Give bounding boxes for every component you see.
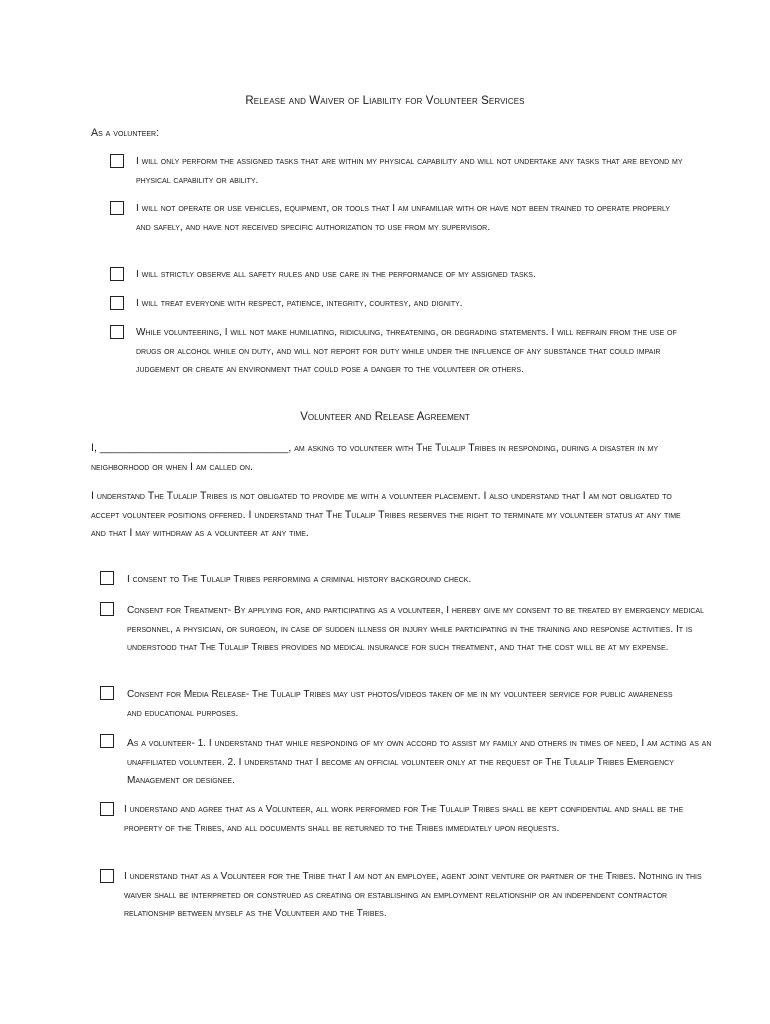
item-not-employee: I understand that as a Volunteer for the Tribe that I am not an employee, agent joint venture or partner of the Tribes. Nothing in this waiver shall be interpreted or construed as creating or establishing an employment relationship or an independent contractor relationship between myself as the Volunteer and the Tribes. (124, 871, 702, 919)
intro-text: As a volunteer: (91, 127, 160, 139)
checkbox-safety-rules[interactable] (110, 267, 124, 281)
item-consent-treatment: Consent for Treatment- By applying for, and participating as a volunteer, I hereby give my consent to be treated by emergency medical personnel, a physician, or surgeon, in case of sudden illness or injury while participating in the training and response activities. It is understood that The Tulalip Tribes provides no medical insurance for such treatment, and that the cost will be at my expense. (127, 605, 704, 653)
checkbox-equipment-use[interactable] (110, 201, 124, 215)
item-volunteer-status: As a volunteer- 1. I understand that while responding of my own accord to assist my family and others in times of need, I am acting as an unaffiliated volunteer. 2. I understand that I become an official volunteer only at the request of The Tulalip Tribes Emergency Management or designee. (127, 738, 712, 786)
item-confidentiality: I understand and agree that as a Volunteer, all work performed for The Tulalip Tribes shall be kept confidential and shall be the property of the Tribes, and all documents shall be returned to the Tribes immediately upon requests. (124, 804, 684, 834)
item-background-check: I consent to The Tulalip Tribes performing a criminal history background check. (127, 574, 472, 585)
agreement-title: Volunteer and Release Agreement (300, 411, 470, 423)
item-treat-respect: I will treat everyone with respect, patience, integrity, courtesy, and dignity. (136, 298, 463, 309)
item-equipment-use: I will not operate or use vehicles, equipment, or tools that I am unfamiliar with or have not been trained to operate properly and safely, and have not received specific authorization to use from my supervisor. (136, 203, 671, 233)
checkbox-consent-treatment[interactable] (100, 602, 114, 616)
document-title: Release and Waiver of Liability for Volunteer Services (245, 95, 525, 107)
item-media-release: Consent for Media Release- The Tulalip Tribes may ust photos/videos taken of me in my volunteer service for public awareness and educational purposes. (127, 689, 673, 719)
checkbox-volunteer-status[interactable] (100, 734, 114, 748)
checkbox-confidentiality[interactable] (100, 802, 114, 816)
checkbox-background-check[interactable] (100, 571, 114, 585)
checkbox-conduct[interactable] (110, 325, 124, 339)
item-safety-rules: I will strictly observe all safety rules and use care in the performance of my assigned tasks. (136, 269, 536, 280)
checkbox-physical-capability[interactable] (110, 154, 124, 168)
checkbox-treat-respect[interactable] (110, 296, 124, 310)
agreement-paragraph-1: I, ________________________________, am asking to volunteer with The Tulalip Tribes in responding, during a disaster in my neighborhood or when I am called on. (91, 442, 659, 473)
checkbox-not-employee[interactable] (100, 869, 114, 883)
agreement-paragraph-2: I understand The Tulalip Tribes is not obligated to provide me with a volunteer placement. I also understand that I am not obligated to accept volunteer positions offered. I understand that The Tulalip Tribes reserves the right to terminate my volunteer status at any time and that I may withdraw as a volunteer at any time. (91, 490, 681, 540)
item-conduct: While volunteering, I will not make humiliating, ridiculing, threatening, or degrading statements. I will refrain from the use of drugs or alcohol while on duty, and will not report for duty while under the influence of any substance that could impair judgement or create an environment that could pose a danger to the volunteer or others. (136, 327, 677, 375)
item-physical-capability: I will only perform the assigned tasks that are within my physical capability and will not undertake any tasks that are beyond my physical capability or ability. (136, 156, 683, 186)
checkbox-media-release[interactable] (100, 686, 114, 700)
